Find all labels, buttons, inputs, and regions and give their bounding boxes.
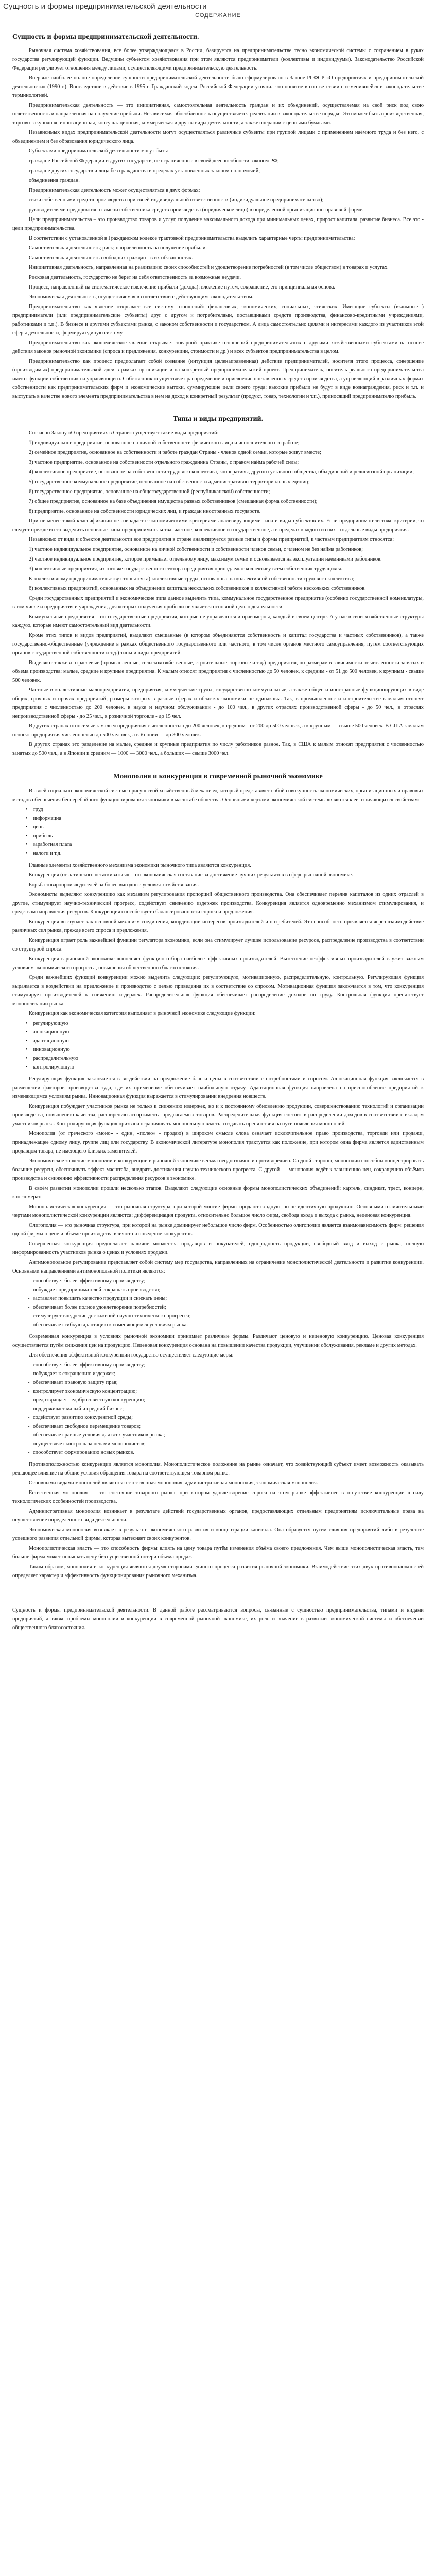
paragraph: руководителями предприятия от имени собственника средств производства (юридическое лицо) в определённой организационно-правовой форме. xyxy=(29,207,364,213)
section-spacer xyxy=(12,759,424,766)
paragraph: В других странах это разделение на малые, средние и крупные предприятия по числу работников разное. Так, в США к малым относят предприятия с численностью занятых до 500 чел., а в Японии к средним — 1000 — 3000 чел., а больших — свыше 3000 чел. xyxy=(12,742,424,756)
list-item: - обеспечивает свободное перемещение товаров; xyxy=(33,1422,424,1431)
list-item: - способствует более эффективному производству; xyxy=(33,1277,424,1285)
paragraph: Согласно Закону «О предприятиях в Стране» существует такие виды предприятий: xyxy=(29,430,219,436)
paragraph: граждане других государств и лица без гражданства в пределах установленных законом полномочий; xyxy=(29,168,260,174)
paragraph: 2) семейное предприятие, основанное на собственности и работе граждан Страны - членов одной семьи, которые живут вместе; xyxy=(29,450,321,455)
list-item: - обеспечивает правовую защиту прав; xyxy=(33,1378,424,1387)
section-text xyxy=(12,787,424,1580)
paragraph: Олигополия — это рыночная структура, при которой на рынке доминирует небольшое число фирм. Особенностью олигополии является взаимозависимость фирм: решения одной фирмы о цене и объёме производства влияют на поведение конкурентов. xyxy=(12,1223,424,1237)
paragraph: 3) коллективные предприятия, из того же государственного сектора предприятия принадлежат коллективу всем собственник трудящихся. xyxy=(29,566,343,572)
paragraph: В своём развитии монополии прошли несколько этапов. Выделяют следующие основные формы монополистических объединений: картель, синдикат, трест, концерн, конгломерат. xyxy=(12,1185,424,1200)
paragraph: В своей социально-экономической системе присущ свой хозяйственный механизм, который представляет собой совокупность экономических, организационных и правовых методов обеспечения бесперебойного функционирования экономики в масштабе общества. Основными чертами экономической системы являются к ее отличающихся свойствам: xyxy=(12,788,424,803)
paragraph: Экономисты выделяют конкуренцию как механизм регулирования пропорций общественного производства. Она обеспечивает перелив капиталов из одних отраслей в другие, стимулирует научно-технический прогресс, содействует снижению издержек производства. Конкуренция является одновременно механизмом стимулирования, и средством направления ресурсов. Конкуренция способствует сбалансированности спроса и предложения. xyxy=(12,892,424,915)
paragraph: Независимых видах предпринимательской деятельности могут осуществляться различные субъекты при группой лицами с применением наёмного труда и без него, с объединением и без образования юридического лица. xyxy=(12,130,424,144)
list-item: - обеспечивает равные условия для всех участников рынка; xyxy=(33,1431,424,1439)
list-item: - побуждает к сокращению издержек; xyxy=(33,1369,424,1378)
paragraph: Рисковая деятельность, государство не берет на себя ответственность за возможные неудачи. xyxy=(29,275,241,280)
list-item: • труд xyxy=(33,805,424,814)
paragraph: Борьба товаропроизводителей за более выгодные условия хозяйствования. xyxy=(29,882,199,888)
list-item: • распределительную xyxy=(33,1054,424,1063)
list-item: - обеспечивает гибкую адаптацию к изменяющимся условиям рынка. xyxy=(33,1320,424,1329)
paragraph: Кроме этих типов и видов предприятий, выделяют смешанные (в котором объединяются собственность и капитал государства и частных собственников), а также государственно-общественные (учреждение в рамках общественного государственного или частного, в том числе органов местного самоуправления, путем соответствующих органов государственной собственности и т.д.) типы и виды предприятий. xyxy=(12,633,424,656)
paragraph: Предпринимательство как явление открывает все систему отношений: финансовых, экономических, социальных, этических. Имеющие субъекты (взаимные ) предприниматели (или предпринимательские субъекты) друг с другом и потребителями, поставщиками средств производства, финансово-кредитными учреждениями, работниками и т.п.). В бизнесе и другими субъектами рынка, с законом собственности и государством. А лица самостоятельно целями и интересами каждого из участников этой сферы деятельности, формируя единую систему. xyxy=(12,304,424,336)
list-item: - контролирует экономическую концентрацию; xyxy=(33,1387,424,1396)
paragraph: Монополистическая конкуренция — это рыночная структура, при которой многие фирмы продают сходную, но не идентичную продукцию. Основными отличительными чертами монополистической конкуренции являются: дифференциация продукта, относительно большое число фирм, свобода входа и выхода с рынка, неценовая конкуренция. xyxy=(12,1204,424,1218)
paragraph: Экономическая монополия возникает в результате экономического развития и концентрации капитала. Она образуется путём слияния предприятий либо в результате успешного развития отдельной фирмы, которая вытесняет своих конкурентов. xyxy=(12,1527,424,1541)
paragraph: граждане Российской Федерации и других государств, не ограниченные в своей дееспособности законом РФ; xyxy=(29,158,279,164)
list-item: • прибыль xyxy=(33,832,424,840)
paragraph: Самостоятельная деятельность свободных граждан - в их обязанностях. xyxy=(29,255,193,261)
paragraph: Совершенная конкуренция предполагает наличие множества продавцов и покупателей, однородность продукции, свободный вход и выход с рынка, полную информированность участников рынка о ценах и условиях продажи. xyxy=(12,1241,424,1256)
paragraph: Конкуренция побуждает участников рынка не только к снижению издержек, но и к постоянному обновлению продукции, совершенствованию технологий и организации производства, повышению качества, расширению ассортимента предлагаемых товаров. Распределительная функция состоит в распределении доходов в соответствии с вкладом участников рынка. Контролирующая функция призвана ограничивать монопольную власть, создавать препятствия на пути появления монополий. xyxy=(12,1104,424,1127)
list-item: - содействует развитию конкурентной среды; xyxy=(33,1413,424,1422)
paragraph: Среди государственных предприятий и экономические типа данное выделить типа, коммунальное государственное предприятие (особенно государственной номенклатуры, в том числе и предприятия и учреждения, для которых получения прибыли не является основной целью деятельности. xyxy=(12,596,424,610)
section-monopoly xyxy=(12,772,424,1580)
list-item: - осуществляет контроль за ценами монополистов; xyxy=(33,1439,424,1448)
paragraph: Экономическое значение монополии и конкуренции в рыночной экономике весьма неоднозначно и противоречиво. С одной стороны, монополии способны концентрировать большие ресурсы, обеспечивать эффект масштаба, внедрять достижения научно-технического прогресса. С другой — монополия ведёт к завышению цен, сокращению объёмов производства и снижению эффективности распределения ресурсов в экономике. xyxy=(12,1158,424,1181)
paragraph: Конкуренция как экономическая категория выполняет в рыночной экономике следующие функции: xyxy=(29,1011,256,1016)
list-item: • налоги и т.д. xyxy=(33,849,424,858)
document-body xyxy=(0,33,436,1602)
paragraph: Среди важнейших функций конкуренции можно выделить следующие: регулирующую, мотивационную, распределительную, контрольную. Регулирующая функция выражается в воздействии на предложение и производство с целью приведения их в соответствие со спросом. Мотивационная функция заключается в том, что конкуренция стимулирует производителей к снижению издержек. Распределительная функция обеспечивает распределение доходов по труду. Контрольная функция препятствует монополизации рынка. xyxy=(12,975,424,1007)
paragraph: 4) коллективное предприятие, основанное на собственности трудового коллектива, кооперативы, другого уставного общества, объединений и религиозной организации; xyxy=(29,469,414,475)
section-text xyxy=(12,429,424,758)
paragraph: При не менее такой классификации не совпадает с экономическими критериями анализиру-ющими типа и виды субъектов их. Если предприниматели тоже критерии, то следует прежде всего выделить основные типы предпринимательства: частное, коллективное и государственное, а в пределах каждого из них - отдельные виды предприятия. xyxy=(12,518,424,533)
paragraph: Административная монополия возникает в результате действий государственных органов, предоставляющих отдельным предприятиям исключительные права на осуществление определённого вида деятельности. xyxy=(12,1509,424,1523)
section-types xyxy=(12,415,424,758)
paragraph: Регулирующая функция заключается в воздействии на предложение благ и цены в соответствии с потребностями и спросом. Аллокационная функция заключается в размещении факторов производства туда, где их применение обеспечивает наибольшую отдачу. Адаптационная функция направлена на приспособление предприятий к изменяющимся условиям рынка. Инновационная функция выражается в стимулировании внедрения новшеств. xyxy=(12,1076,424,1099)
paragraph: Предпринимательская деятельность — это инициативная, самостоятельная деятельность граждан и их объединений, осуществляемая на свой риск под свою ответственность и направленная на получение прибыли. Независимая обособленность осуществляется реализации в законодательстве порядке. Это может быть производственная, торгово-закупочная, инновационная, консультационная, коммерческая и другая виды деятельности, а также операции с ценными бумагами. xyxy=(12,103,424,126)
section-heading: Монополия и конкуренция в современной рыночной экономике xyxy=(113,773,323,781)
paragraph: Конкуренция (от латинского «стаскиваться» - это экономическая состязание за достижение лучших результатов в сфере рыночной экономике. xyxy=(29,872,353,878)
bullet-list xyxy=(12,805,424,858)
list-item: • инновационную xyxy=(33,1045,424,1054)
paragraph: Современная конкуренция в условиях рыночной экономики принимает различные формы. Различают ценовую и неценовую конкуренцию. Ценовая конкуренция осуществляется путём снижения цен на продукцию. Неценовая конкуренция основана на повышении качества продукции, улучшении обслуживания, рекламе и других методах. xyxy=(12,1334,424,1348)
list-item: • цены xyxy=(33,823,424,832)
section-spacer xyxy=(12,402,424,409)
page-header xyxy=(0,0,436,19)
paragraph: Основными видами монополий являются: естественная монополия, административная монополия, экономическая монополия. xyxy=(29,1480,318,1486)
paragraph: Антимонопольное регулирование представляет собой систему мер государства, направленных на ограничение монополистической деятельности и развитие конкуренции. Основными направлениями антимонопольной политики являются: xyxy=(12,1260,424,1274)
paragraph: Частные и коллективные малопредприятия, предприятия, коммерческие труды, государственно-коммунальные, а также общее и иностранные функционирующих в виде общих, срочных и прочих предприятий; размеры которых в разные сферах и областях экономики не одинаковы. Так, в промышленности и строительстве к малым относят предприятия с численностью до 200 человек, в науке и научном обслуживании - до 100 чел., в других отраслях производственной сферы - до 50 чел., в отраслях непроизводственной сферы - до 25 чел., в розничной торговле - до 15 чел. xyxy=(12,687,424,719)
paragraph: Коммунальные предприятия - это государственные предприятия, которые не управляются и правомерны, каждый в своем центре. А у нас в свои хозяйственные структуры каждую, которые имеют самостоятельный вид деятельности. xyxy=(12,614,424,629)
paragraph: 5) государственное коммунальное предприятие, основанное на собственности административно-территориальных единиц; xyxy=(29,479,310,485)
paragraph: Таким образом, монополия и конкуренция являются двумя сторонами единого процесса развития рыночной экономики. Взаимодействие этих двух противоположностей определяет характер и эффективность функционирования рыночного механизма. xyxy=(12,1564,424,1579)
paragraph: В других странах относимые к малым предприятия с численностью до 200 человек, к средним - от 200 до 500 человек, а к крупным — свыше 500 человек. В США к малым относят предприятия численностью до 500 человек, а в Японии — до 300 человек. xyxy=(12,723,424,738)
section-heading: Типы и виды предприятий. xyxy=(172,415,264,423)
section-essence xyxy=(12,33,424,401)
list-item: - стимулирует внедрение достижений научно-технического прогресса; xyxy=(33,1312,424,1320)
paragraph: Субъектами предпринимательской деятельности могут быть: xyxy=(29,148,168,154)
paragraph: 2) частное индивидуальное предприятие, которое примыкает отдельному лицу, максимум семьи и основывается на эксплуатации наемниками работников. xyxy=(29,556,382,562)
paragraph: 6) государственное предприятие, основанное на общегосударственной (республиканской) собственности; xyxy=(29,489,270,495)
paragraph: объединения граждан. xyxy=(29,178,80,183)
paragraph: Предпринимательство как процесс предполагает собой сознание (интуиция целенаправленная) действие предпринимателей, носителя этого процесса, совершение (производимых) предпринимательской идеи в рамках организации и на конкретный предпринимательский проект. Предприниматель, носитель реального предпринимательства имеют функции собственника и управляющего. Собственник осуществляет распределение и присвоение поставленных средств производства, а управляющий в различных формах собственности как предпринимательских фирм и экономические вытоки, суммирующие цели своего труда: высокие прибыли не будут в виде вознаграждения, риск и т.п. и выступать в качестве нового элемента предпринимательства в нем на доход к конкретный результат (продукт, товар, технологии и т.п.), приносящий предпринимателю прибыль. xyxy=(12,359,424,399)
paragraph: Конкуренция играет роль важнейшей функции регулятора экономики, если она стимулирует лучшее использование ресурсов, распределение производства в соответствии со структурой спроса. xyxy=(12,938,424,952)
section-text xyxy=(12,46,424,401)
paragraph: 7) общее предприятие, основанное на базе объединения имущества разных собственников (смешанная форма собственности); xyxy=(29,499,318,504)
paragraph: Монополия (от греческого «моно» - один, «полео» - продаю) в широком смысле слова означает исключительное право производства, торговли или продажи, принадлежащее одному лицу, группе лиц или государству. В экономической литературе монополия трактуется как положение, при котором одна фирма является единственным продавцом товара, не имеющего близких заменителей. xyxy=(12,1131,424,1154)
paragraph: Для обеспечения эффективной конкуренции государство осуществляет следующие меры: xyxy=(29,1352,234,1358)
paragraph: Экономическая деятельность, осуществляемая в соответствии с действующим законодательством. xyxy=(29,294,254,300)
paragraph: Инициативная деятельность, направленная на реализацию своих способностей и удовлетворение потребностей (в том числе обществом) в товарах и услугах. xyxy=(29,265,389,270)
paragraph: Противоположностью конкуренции является монополия. Монополистическое положение на рынке означает, что хозяйствующий субъект имеет возможность оказывать решающее влияние на общие условия обращения товара на соответствующем товарном рынке. xyxy=(12,1462,424,1476)
list-item: - поддерживает малый и средний бизнес; xyxy=(33,1404,424,1413)
paragraph: связи собственными средств производства при своей индивидуальной ответственности (индивидуальное предпринимательство); xyxy=(29,197,324,203)
list-item: • контролирующую xyxy=(33,1063,424,1072)
list-item: • адаптационную xyxy=(33,1037,424,1045)
toc-title: СОДЕРЖАНИЕ xyxy=(195,12,241,19)
paragraph: Монополистическая власть — это способность фирмы влиять на цену товара путём изменения объёма своего предложения. Чем выше монополистическая власть, тем больше фирма может повышать цену без существенной потери объёма продаж. xyxy=(12,1546,424,1560)
paragraph: Цели предпринимательства – это производство товаров и услуг, получение максимального дохода при минимальных ценах, прирост капитала, развитие бизнеса. Все это - цели предпринимательства. xyxy=(12,217,424,231)
paragraph: 8) предприятие, основанное на собственности юридических лиц, и граждан иностранных государств. xyxy=(29,509,261,514)
paragraph: 1) индивидуальное предприятие, основанное на личной собственности физического лица и исполнительно его работе; xyxy=(29,440,300,446)
paragraph: Конкуренция выступает как основной механизм соединения, координации интересов производителей и потребителей. Эта способность проявляется через взаимодействие различных сил рынка, прежде всего спроса и предложения. xyxy=(12,919,424,934)
bullet-list xyxy=(12,1019,424,1072)
paragraph: Главные элементы хозяйственного механизма экономики рыночного типа являются конкуренция. xyxy=(29,862,251,868)
list-item: • регулирующую xyxy=(33,1019,424,1028)
paragraph: К коллективному предпринимательству относятся: а) коллективные труды, основанные на коллективной собственности трудового коллектива; xyxy=(29,576,355,582)
list-item: - предотвращает недобросовестную конкуренцию; xyxy=(33,1396,424,1404)
paragraph: Выделяют также и отраслевые (промышленные, сельскохозяйственные, строительные, торговые и т.д.) предприятия, по размерам в зависимости от численности занятых и объема производства: малые, средние и крупные предприятия. К малым относят предприятия с численностью до 50 человек, к средним - от 51 до 500 человек, к крупным - свыше 500 человек. xyxy=(12,660,424,683)
section-heading: Сущность и формы предпринимательской деятельности. xyxy=(12,33,199,41)
paragraph: 1) частное индивидуальное предприятие, основанное на личной собственности и собственности членов семьи, с членом не без найма работников; xyxy=(29,547,363,552)
list-item: - заставляет повышать качество продукции и снижать цены; xyxy=(33,1294,424,1303)
paragraph: Независимо от вида и объектов деятельности все предприятия в стране анализируется разные типы и формы предприятий, к частным предприятиям относятся: xyxy=(29,537,394,543)
document-footer: Сущность и формы предпринимательской деятельности. В данной работе рассматриваются вопросы, связанные с сущностью предпринимательства, типами и видами предприятий, а также проблемы монополии и конкуренции в современной рыночной экономике, их роль и значение в развитии экономической системы и обеспечении общественного благосостояния. xyxy=(12,1607,424,1631)
paragraph: Предпринимательство как экономическое явление открывает товарной практике отношений предпринимательских с другими хозяйственными субъектами на основе действия законов рыночной экономики (спроса и предложения, конкуренции, стоимости и др.) и всех субъектов предпринимательства в целом. xyxy=(12,340,424,354)
list-item: - способствует формированию новых рынков. xyxy=(33,1448,424,1457)
page-title: Сущность и формы предпринимательской деятельности xyxy=(3,2,207,11)
list-item: - обеспечивает более полное удовлетворение потребностей; xyxy=(33,1303,424,1312)
dash-list xyxy=(12,1277,424,1329)
list-item: • аллокационную xyxy=(33,1028,424,1037)
list-item: - побуждает предпринимателей сокращать производство; xyxy=(33,1285,424,1294)
paragraph: Впервые наиболее полное определение сущности предпринимательской деятельности было сформулировано в Законе РСФСР «О предприятиях и предпринимательской деятельности» (1990 г.). Впоследствии в действие в 1995 г. Гражданский кодекс Российской Федерации уточнил это понятие в соответствии с изменившейся в законодательстве терминологией. xyxy=(12,75,424,98)
paragraph: Рыночная система хозяйствования, все более утверждающаяся в России, базируется на предпринимательстве тесно экономической системы с сохранением в руках государства регулирующей функции. Ведущим субъектом хозяйствования при этом являются предприниматели (коллективы и индивидуумы). Законодательство Российской Федерации регулирует отношения между лицами, осуществляющими предпринимательскую деятельность. xyxy=(12,48,424,71)
paragraph: В соответствии с установленной в Гражданском кодексе трактовкой предпринимательства выделить характерные черты предпринимательства: xyxy=(29,235,355,241)
list-item: • информация xyxy=(33,814,424,823)
paragraph: Естественная монополия — это состояние товарного рынка, при котором удовлетворение спроса на этом рынке эффективнее в отсутствие конкуренции в силу технологических особенностей производства. xyxy=(12,1490,424,1504)
paragraph: Процесс, направленный на систематическое извлечение прибыли (дохода): вложение путем, сокращение, его принципиальная основа. xyxy=(29,284,335,290)
paragraph: Самостоятельная деятельность; риск; направленность на получение прибыли. xyxy=(29,245,207,251)
dash-list xyxy=(12,1361,424,1457)
paragraph: 3) частное предприятие, основанное на собственности отдельного гражданина Страны, с правом найма рабочей силы; xyxy=(29,460,299,465)
list-item: • заработная плата xyxy=(33,840,424,849)
list-item: - способствует более эффективному производству; xyxy=(33,1361,424,1369)
paragraph: Предпринимательская деятельность может осуществляться в двух формах: xyxy=(29,188,200,193)
paragraph: Конкуренция в рыночной экономике выполняет функцию отбора наиболее эффективных производителей. Вытеснение неэффективных производителей служит важным условием экономического прогресса, повышения общественного благосостояния. xyxy=(12,956,424,971)
paragraph: б) коллективных предприятий, основанных на объединении капитала нескольких собственников и коллективной работе нескольких собственников. xyxy=(29,586,366,591)
